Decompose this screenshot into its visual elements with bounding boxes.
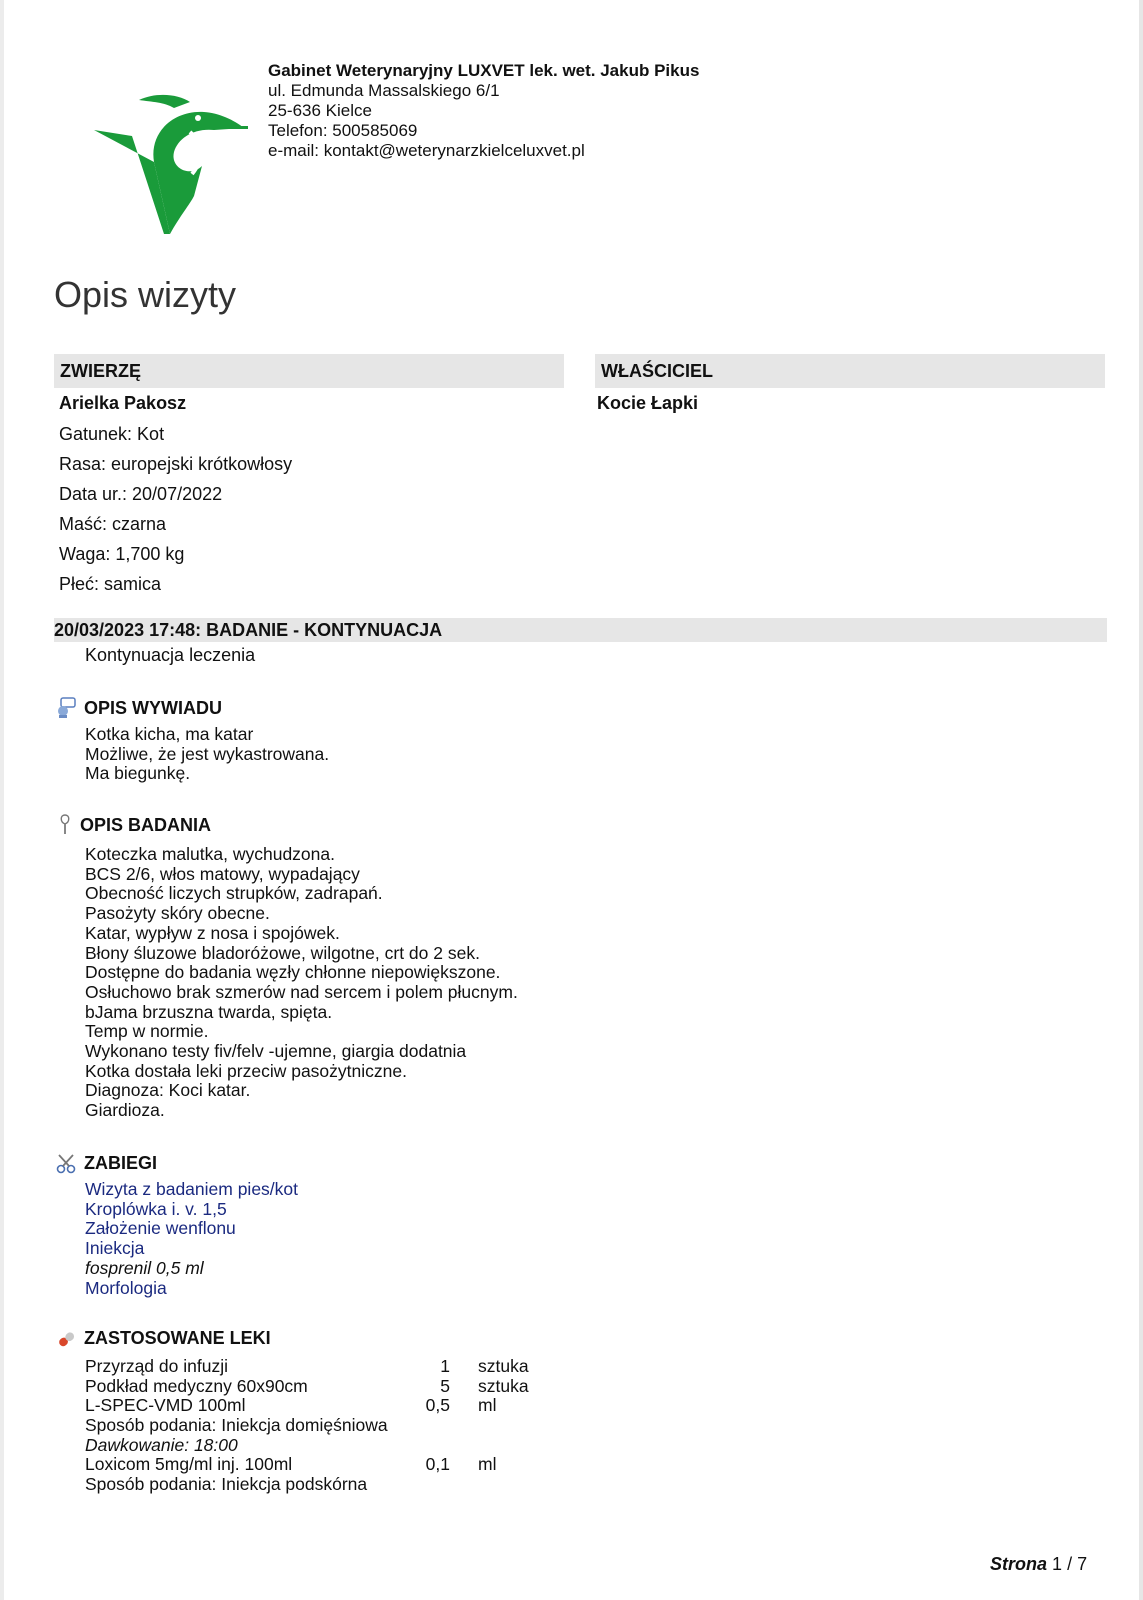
page-title: Opis wizyty [54,274,237,315]
procedures-section-header [56,1153,157,1174]
page-label: Strona [990,1554,1048,1574]
owner-header: WŁAŚCICIEL [595,354,1105,388]
exam-line: Katar, wypływ z nosa i spojówek. [85,922,340,943]
procedure-item: Założenie wenflonu [85,1218,236,1239]
med-name: Loxicom 5mg/ml inj. 100ml [85,1454,293,1475]
med-name: Przyrząd do infuzji [85,1356,228,1376]
exam-line: Temp w normie. [85,1021,209,1042]
interview-line: Ma biegunkę. [85,763,191,784]
interview-icon [56,697,78,719]
interview-section-header [56,697,222,719]
page-total: / 7 [1067,1554,1088,1574]
page-current: 1 [1052,1554,1063,1574]
interview-line: Kotka kicha, ma katar [85,724,254,744]
clinic-info [268,61,699,161]
animal-breed: Rasa: europejski krótkowłosy [59,454,293,474]
animal-details [59,424,292,604]
pill-icon [56,1329,78,1349]
animal-weight: Waga: 1,700 kg [59,544,185,564]
med-name: Podkład medyczny 60x90cm [85,1375,308,1396]
meds-table [85,1357,558,1495]
clinic-name: Gabinet Weterynaryjny LUXVET lek. wet. Jakub Pikus [268,61,700,80]
med-row [85,1357,558,1377]
meds-title: ZASTOSOWANE LEKI [84,1328,271,1348]
procedure-item: Iniekcja [85,1238,145,1259]
med-row [85,1377,558,1397]
exam-line: Dostępne do badania węzły chłonne niepowiększone. [85,962,501,983]
procedures-list [85,1180,298,1298]
med-administration: Sposób podania: Iniekcja podskórna [85,1474,368,1495]
med-name: L-SPEC-VMD 100ml [85,1395,246,1416]
clinic-city: 25-636 Kielce [268,101,372,120]
page-number [990,1554,1087,1575]
exam-line: Wykonano testy fiv/felv -ujemne, giargia dodatnia [85,1041,467,1062]
animal-header: ZWIERZĘ [54,354,564,388]
procedure-item: Wizyta z badaniem pies/kot [85,1179,299,1199]
med-row [85,1455,558,1475]
interview-line: Możliwe, że jest wykastrowana. [85,743,330,764]
exam-title: OPIS BADANIA [80,814,212,835]
exam-line: Giardioza. [85,1100,165,1121]
exam-line: Kotka dostała leki przeciw pasożytniczne. [85,1060,407,1081]
interview-body [85,725,329,784]
exam-line: Osłuchowo brak szmerów nad sercem i polem płucnym. [85,981,518,1002]
meds-section-header [56,1328,271,1349]
visit-subtitle: Kontynuacja leczenia [85,645,256,665]
exam-icon [56,814,74,836]
med-unit: ml [478,1454,497,1475]
exam-line: Obecność liczych strupków, zadrapań. [85,883,383,904]
animal-species: Gatunek: Kot [59,424,165,444]
exam-section-header [56,814,211,836]
med-quantity: 0,5 [425,1395,450,1416]
clinic-email: e-mail: kontakt@weterynarzkielceluxvet.pl [268,141,585,160]
page-edge [1139,0,1143,1600]
owner-name: Kocie Łapki [597,393,699,413]
procedure-item: Morfologia [85,1277,167,1298]
exam-line: BCS 2/6, włos matowy, wypadający [85,863,360,884]
clinic-logo [94,92,254,242]
procedure-note: fosprenil 0,5 ml [85,1257,204,1278]
scissors-icon [56,1154,78,1174]
med-quantity: 5 [440,1375,450,1396]
exam-line: bJama brzuszna twarda, spięta. [85,1001,333,1022]
visit-header: 20/03/2023 17:48: BADANIE - KONTYNUACJA [54,618,1107,642]
animal-sex: Płeć: samica [59,574,162,594]
animal-color: Maść: czarna [59,514,167,534]
med-unit: sztuka [478,1375,529,1396]
exam-line: Diagnoza: Koci katar. [85,1080,251,1101]
med-unit: ml [478,1395,497,1416]
med-unit: sztuka [478,1356,529,1376]
animal-birth-date: Data ur.: 20/07/2022 [59,484,223,504]
procedures-title: ZABIEGI [84,1153,158,1173]
clinic-street: ul. Edmunda Massalskiego 6/1 [268,81,500,100]
exam-line: Pasożyty skóry obecne. [85,903,270,924]
animal-name: Arielka Pakosz [59,393,187,413]
procedure-item: Kroplówka i. v. 1,5 [85,1198,227,1219]
med-administration: Sposób podania: Iniekcja domięśniowa [85,1415,388,1436]
med-quantity: 0,1 [425,1454,450,1475]
exam-body [85,845,518,1121]
med-row [85,1396,558,1416]
med-quantity: 1 [440,1356,450,1376]
exam-line: Koteczka malutka, wychudzona. [85,844,335,864]
exam-line: Błony śluzowe bladoróżowe, wilgotne, crt do 2 sek. [85,942,480,963]
med-dosage: Dawkowanie: 18:00 [85,1434,238,1455]
page-edge [0,0,4,1600]
clinic-phone: Telefon: 500585069 [268,121,418,140]
interview-title: OPIS WYWIADU [84,697,222,718]
